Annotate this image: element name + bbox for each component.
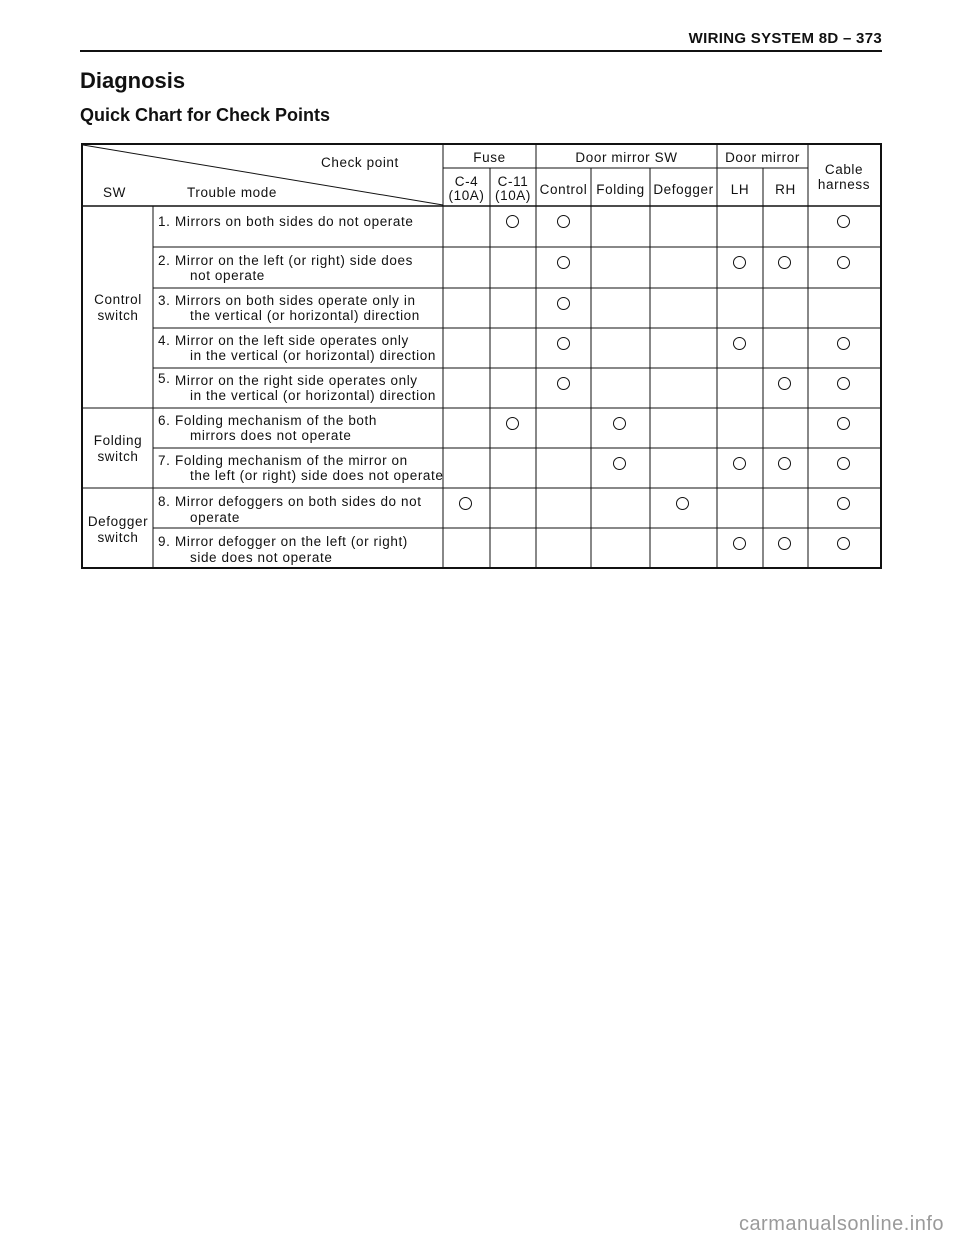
- running-header: WIRING SYSTEM 8D – 373: [688, 30, 882, 47]
- check-mark-circle: [676, 497, 689, 510]
- row-number: 9.: [158, 534, 171, 549]
- col-c11-line1: C-11: [497, 174, 529, 189]
- col-lh: LH: [730, 182, 750, 197]
- check-mark-circle: [613, 457, 626, 470]
- row-mode-line1: Mirror on the left side operates only: [175, 333, 409, 348]
- check-mark-circle: [557, 377, 570, 390]
- check-mark-circle: [733, 256, 746, 269]
- row-number: 6.: [158, 413, 171, 428]
- check-mark-circle: [837, 417, 850, 430]
- check-mark-circle: [613, 417, 626, 430]
- col-c11-line2: (10A): [494, 188, 531, 203]
- sub-title: Quick Chart for Check Points: [80, 105, 331, 125]
- fuse-group-label: Fuse: [473, 150, 506, 165]
- check-mark-circle: [557, 256, 570, 269]
- check-mark-circle: [778, 256, 791, 269]
- row-mode-line2: side does not operate: [190, 550, 333, 565]
- row-mode-line1: Mirrors on both sides do not operate: [175, 214, 414, 229]
- check-mark-circle: [778, 377, 791, 390]
- sw-folding-line1: Folding: [93, 433, 143, 448]
- row-number: 5.: [158, 371, 171, 386]
- row-number: 8.: [158, 494, 171, 509]
- check-mark-circle: [557, 297, 570, 310]
- row-number: 4.: [158, 333, 171, 348]
- sw-defogger-line2: switch: [97, 530, 139, 545]
- check-mark-circle: [506, 417, 519, 430]
- check-mark-circle: [837, 215, 850, 228]
- check-mark-circle: [778, 457, 791, 470]
- row-mode-line2: in the vertical (or horizontal) direction: [190, 348, 436, 363]
- check-mark-circle: [837, 537, 850, 550]
- sw-folding-line2: switch: [97, 449, 139, 464]
- check-mark-circle: [506, 215, 519, 228]
- row-number: 2.: [158, 253, 171, 268]
- check-mark-circle: [733, 337, 746, 350]
- col-rh: RH: [775, 182, 796, 197]
- sw-label: SW: [103, 185, 126, 200]
- row-number: 3.: [158, 293, 171, 308]
- row-mode-line1: Folding mechanism of the mirror on: [175, 453, 408, 468]
- row-number: 1.: [158, 214, 171, 229]
- header-rule: [80, 50, 882, 52]
- check-mark-circle: [557, 337, 570, 350]
- col-c4-line2: (10A): [448, 188, 485, 203]
- check-mark-circle: [837, 337, 850, 350]
- check-mark-circle: [459, 497, 472, 510]
- door-mirror-sw-group-label: Door mirror SW: [575, 150, 678, 165]
- check-mark-circle: [778, 537, 791, 550]
- check-mark-circle: [837, 457, 850, 470]
- check-mark-circle: [837, 497, 850, 510]
- check-mark-circle: [837, 256, 850, 269]
- col-defogger: Defogger: [653, 182, 714, 197]
- row-mode-line1: Mirror on the left (or right) side does: [175, 253, 413, 268]
- row-mode-line2: mirrors does not operate: [190, 428, 352, 443]
- sw-control-line2: switch: [97, 308, 139, 323]
- row-mode-line1: Mirror defoggers on both sides do not: [175, 494, 422, 509]
- col-cable-line2: harness: [817, 177, 871, 192]
- trouble-mode-label: Trouble mode: [187, 185, 277, 200]
- sw-defogger-line1: Defogger: [87, 514, 149, 529]
- watermark: carmanualsonline.info: [738, 1213, 944, 1235]
- sw-control-line1: Control: [94, 292, 142, 307]
- row-mode-line1: Mirror defogger on the left (or right): [175, 534, 408, 549]
- check-mark-circle: [557, 215, 570, 228]
- check-mark-circle: [837, 377, 850, 390]
- quick-check-chart: [81, 143, 882, 569]
- col-folding: Folding: [596, 182, 645, 197]
- row-mode-line2: operate: [190, 510, 240, 525]
- row-mode-line2: in the vertical (or horizontal) direction: [190, 388, 436, 403]
- row-mode-line2: the vertical (or horizontal) direction: [190, 308, 420, 323]
- col-cable-line1: Cable: [824, 162, 864, 177]
- row-number: 7.: [158, 453, 171, 468]
- row-mode-line2: not operate: [190, 268, 265, 283]
- row-mode-line1: Folding mechanism of the both: [175, 413, 378, 428]
- col-control: Control: [539, 182, 588, 197]
- check-mark-circle: [733, 457, 746, 470]
- check-mark-circle: [733, 537, 746, 550]
- row-mode-line1: Mirrors on both sides operate only in: [175, 293, 416, 308]
- section-title: Diagnosis: [80, 68, 186, 93]
- check-point-label: Check point: [321, 155, 399, 170]
- col-c4-line1: C-4: [454, 174, 479, 189]
- row-mode-line1: Mirror on the right side operates only: [175, 373, 418, 388]
- row-mode-line2: the left (or right) side does not operate: [190, 468, 444, 483]
- door-mirror-group-label: Door mirror: [725, 150, 800, 165]
